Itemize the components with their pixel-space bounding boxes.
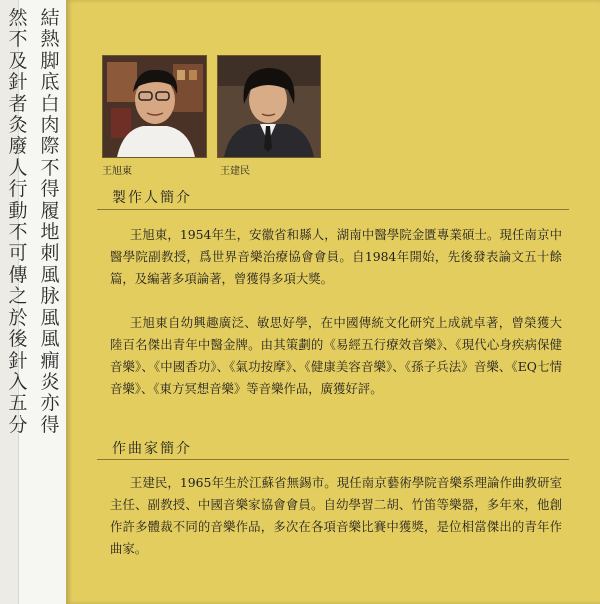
calligraphy-strip [0,0,66,604]
calligraphy-column-left: 然不及針者灸廢人行動不可傳之於後針入五分 [8,7,28,436]
portrait-photo-wang-jianmin [217,55,321,158]
producer-heading: 製作人簡介 [112,190,192,206]
producer-bio-paragraph-2: 王旭東自幼興趣廣泛、敏思好學，在中國傳統文化研究上成就卓著，曾榮獲大陸百名傑出青年中醫金牌。由其策劃的《易經五行療效音樂》、《現代心身疾病保健音樂》、《中國香功》、《氣功按摩》、《健康美容音樂》、《孫子兵法》音樂、《EQ七情音樂》、《東方冥想音樂》等音樂作品，廣獲好評。 [110,315,562,396]
photo-caption-wang-xudong: 王旭東 [102,166,132,177]
calligraphy-column-right: 結熱脚底白肉際不得履地刺風脉風風癇炎亦得 [40,7,60,436]
composer-bio-paragraph-1: 王建民，1965年生於江蘇省無錫市。現任南京藝術學院音樂系理論作曲教研室主任、副教授、中國音樂家協會會員。自幼學習二胡、竹笛等樂器，多年來，他創作許多體裁不同的音樂作品，多次在各項音樂比賽中獲獎，是位相當傑出的青年作曲家。 [110,475,562,556]
photo-caption-wang-jianmin: 王建民 [220,166,250,177]
producer-bio-paragraph-1: 王旭東，1954年生，安徽省和縣人，湖南中醫學院金匱專業碩士。現任南京中醫學院副教授，爲世界音樂治療協會會員。自1984年開始，先後發表論文五十餘篇，及編著多項論著，曾獲得多項大獎。 [110,227,562,286]
composer-heading: 作曲家簡介 [112,441,192,457]
composer-divider [97,459,569,460]
producer-divider [97,209,569,210]
portrait-photo-wang-xudong [102,55,207,158]
producer-bio-2 [110,312,562,400]
producer-bio [110,224,562,290]
composer-bio [110,472,562,560]
